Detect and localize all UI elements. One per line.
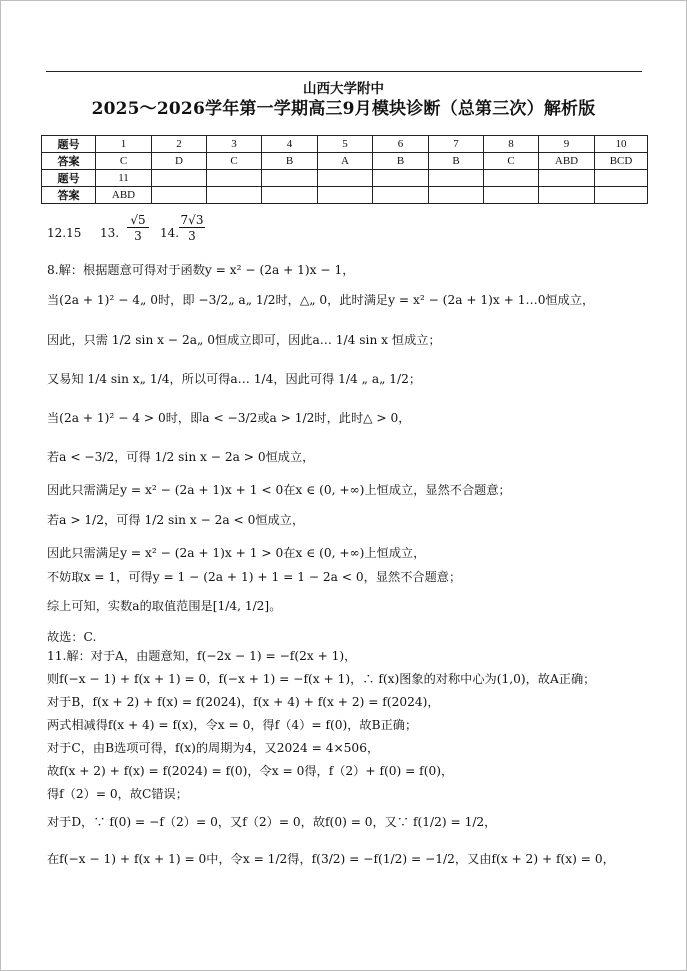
empty-cell [207, 170, 262, 187]
solution-line: 对于C，由B选项可得，f(x)的周期为4，又2024 = 4×506， [47, 741, 380, 755]
table-row [42, 136, 648, 153]
question-number: 6 [373, 136, 429, 153]
question-number: 8 [484, 136, 539, 153]
row-label: 题号 [42, 170, 96, 187]
solution-line: 11.解：对于A，由题意知，f(−2x − 1) = −f(2x + 1)， [47, 649, 357, 663]
question-number: 10 [595, 136, 648, 153]
empty-cell [539, 187, 595, 204]
row-label: 答案 [42, 153, 96, 170]
answer-cell: C [96, 153, 152, 170]
table-row [42, 187, 648, 204]
solution-line: 两式相减得f(x + 4) = f(x)，令x = 0，得f（4）= f(0)，故B正确； [47, 718, 418, 732]
answer-13-denominator: 3 [134, 229, 142, 243]
answer-13-numerator: √5 [127, 213, 149, 228]
document-title: 2025～2026学年第一学期高三9月模块诊断（总第三次）解析版 [91, 99, 596, 119]
empty-cell [318, 170, 373, 187]
solution-line: 综上可知，实数a的取值范围是[1/4, 1/2]。 [47, 599, 282, 613]
empty-cell [539, 170, 595, 187]
question-number: 3 [207, 136, 262, 153]
empty-cell [152, 187, 207, 204]
answer-cell: B [429, 153, 484, 170]
answer-cell: ABD [539, 153, 595, 170]
answer-14-numerator: 7√3 [180, 213, 204, 227]
empty-cell [595, 170, 648, 187]
solution-line: 不妨取x = 1，可得y = 1 − (2a + 1) + 1 = 1 − 2a < 0，显然不合题意； [47, 570, 462, 584]
answer-cell: B [373, 153, 429, 170]
answer-cell: B [262, 153, 318, 170]
empty-cell [207, 187, 262, 204]
empty-cell [484, 187, 539, 204]
question-number: 9 [539, 136, 595, 153]
solution-line: 在f(−x − 1) + f(x + 1) = 0中，令x = 1/2得，f(3/2) = −f(1/2) = −1/2，又由f(x + 2) + f(x) = 0， [47, 852, 615, 866]
solution-line: 故f(x + 2) + f(x) = f(2024) = f(0)，令x = 0得，f（2）+ f(0) = f(0)， [47, 764, 454, 778]
empty-cell [262, 187, 318, 204]
answer-13-label: 13. [100, 226, 120, 240]
solution-line: 得f（2）= 0，故C错误； [47, 787, 188, 801]
solution-line: 故选：C. [47, 630, 97, 644]
empty-cell [318, 187, 373, 204]
empty-cell [484, 170, 539, 187]
row-label: 题号 [42, 136, 96, 153]
empty-cell [429, 170, 484, 187]
header-rule [46, 71, 642, 72]
empty-cell [595, 187, 648, 204]
table-row [42, 153, 648, 170]
solution-line: 8.解：根据题意可得对于函数y = x² − (2a + 1)x − 1， [47, 263, 355, 277]
answer-14-label: 14. [160, 226, 180, 240]
empty-cell [429, 187, 484, 204]
question-number: 11 [96, 170, 152, 187]
solution-line: 因此，只需 1/2 sin x − 2a„ 0恒成立即可，因此a… 1/4 sin x 恒成立； [47, 333, 441, 347]
solution-line: 若a < −3/2，可得 1/2 sin x − 2a > 0恒成立， [47, 450, 315, 464]
solution-line: 对于D，∵ f(0) = −f（2）= 0，又f（2）= 0，故f(0) = 0，又∵ f(1/2) = 1/2， [47, 815, 497, 829]
solution-line: 则f(−x − 1) + f(x + 1) = 0，f(−x + 1) = −f(x + 1)，∴ f(x)图象的对称中心为(1,0)，故A正确； [47, 672, 596, 686]
answer-14-denominator: 3 [188, 229, 196, 243]
solution-line: 又易知 1/4 sin x„ 1/4，所以可得a… 1/4，因此可得 1/4 „ a„ 1/2； [47, 372, 422, 386]
answer-12: 12.15 [47, 226, 82, 240]
solution-line: 因此只需满足y = x² − (2a + 1)x + 1 < 0在x ∈ (0, +∞)上恒成立，显然不合题意； [47, 483, 511, 497]
empty-cell [373, 170, 429, 187]
question-number: 1 [96, 136, 152, 153]
answer-cell: D [152, 153, 207, 170]
table-row [42, 170, 648, 187]
row-label: 答案 [42, 187, 96, 204]
question-number: 7 [429, 136, 484, 153]
answer-cell: BCD [595, 153, 648, 170]
empty-cell [373, 187, 429, 204]
solution-line: 对于B，f(x + 2) + f(x) = f(2024)，f(x + 4) + f(x + 2) = f(2024)， [47, 695, 440, 709]
solution-line: 若a > 1/2，可得 1/2 sin x − 2a < 0恒成立， [47, 513, 305, 527]
empty-cell [152, 170, 207, 187]
question-number: 4 [262, 136, 318, 153]
answer-cell: A [318, 153, 373, 170]
answer-cell: ABD [96, 187, 152, 204]
solution-line: 因此只需满足y = x² − (2a + 1)x + 1 > 0在x ∈ (0, +∞)上恒成立， [47, 546, 426, 560]
solution-line: 当(2a + 1)² − 4 > 0时，即a < −3/2或a > 1/2时，此时△ > 0， [47, 411, 411, 425]
answer-cell: C [207, 153, 262, 170]
empty-cell [262, 170, 318, 187]
solution-line: 当(2a + 1)² − 4„ 0时，即 −3/2„ a„ 1/2时，△„ 0，此时满足y = x² − (2a + 1)x + 1…0恒成立， [47, 293, 595, 307]
answer-table [41, 135, 648, 204]
question-number: 2 [152, 136, 207, 153]
answer-cell: C [484, 153, 539, 170]
question-number: 5 [318, 136, 373, 153]
school-name: 山西大学附中 [303, 81, 384, 97]
